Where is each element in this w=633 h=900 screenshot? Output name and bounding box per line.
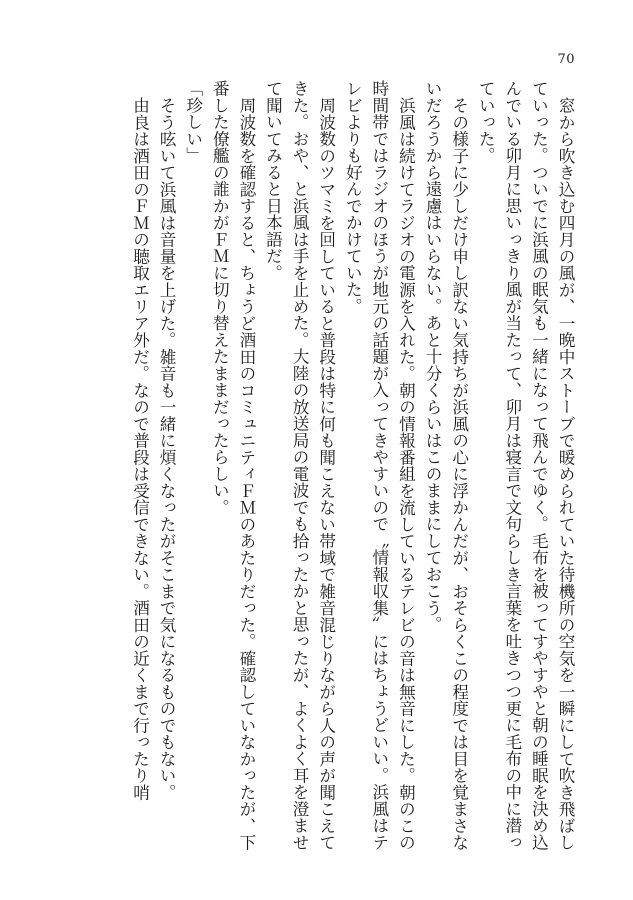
paragraph-7: そう呟いて浜風は音量を上げた。雑音も一緒に煩くなったがそこまで気になるものでもない。 xyxy=(157,96,177,801)
page-number: 70 xyxy=(557,52,575,67)
paragraph-8: 由良は酒田のＦＭの聴取エリア外だ。なので普段は受信できない。酒田の近くまで行ったり哨 xyxy=(130,96,150,801)
dialogue-line: 「珍しい」 xyxy=(183,80,203,164)
paragraph-5: 周波数を確認すると、ちょうど酒田のコミュニティＦＭのあたりだった。確認していなかったが、下番した僚艦の誰かがＦＭに切り替えたままだったらしい。 xyxy=(210,80,256,851)
paragraph-3: 浜風は続けてラジオの電源を入れた。朝の情報番組を流しているテレビの音は無音にした。朝のこの時間帯ではラジオのほうが地元の話題が入ってきやすいので〝情報収集〟にはちょうどいい。浜風はテレビよりも好んでかけていた。 xyxy=(343,80,416,851)
paragraph-4: 周波数のツマミを回していると普段は特に何も聞こえない帯域で雑音混じりながら人の声が聞こえてきた。おや、と浜風は手を止めた。大陸の放送局の電波でも拾ったかと思ったが、よくよく耳を澄ませて聞いてみると日本語だ。 xyxy=(263,80,336,851)
vertical-text-body xyxy=(58,80,578,860)
paragraph-1: 窓から吹き込む四月の風が、一晩中ストーブで暖められていた待機所の空気を一瞬にして吹き飛ばしていった。ついでに浜風の眠気も一緒になって飛んでゆく。毛布を被ってすやすやと朝の睡眠を決め込んでいる卯月に思いっきり風が当たって、卯月は寝言で文句らしき言葉を吐きつつ更に毛布の中に潜っていった。 xyxy=(476,80,575,851)
paragraph-2: その様子に少しだけ申し訳ない気持ちが浜風の心に浮かんだが、おそらくこの程度では目を覚まさないだろうから遠慮はいらない。あと十分くらいはこのままにしておこう。 xyxy=(423,80,469,851)
